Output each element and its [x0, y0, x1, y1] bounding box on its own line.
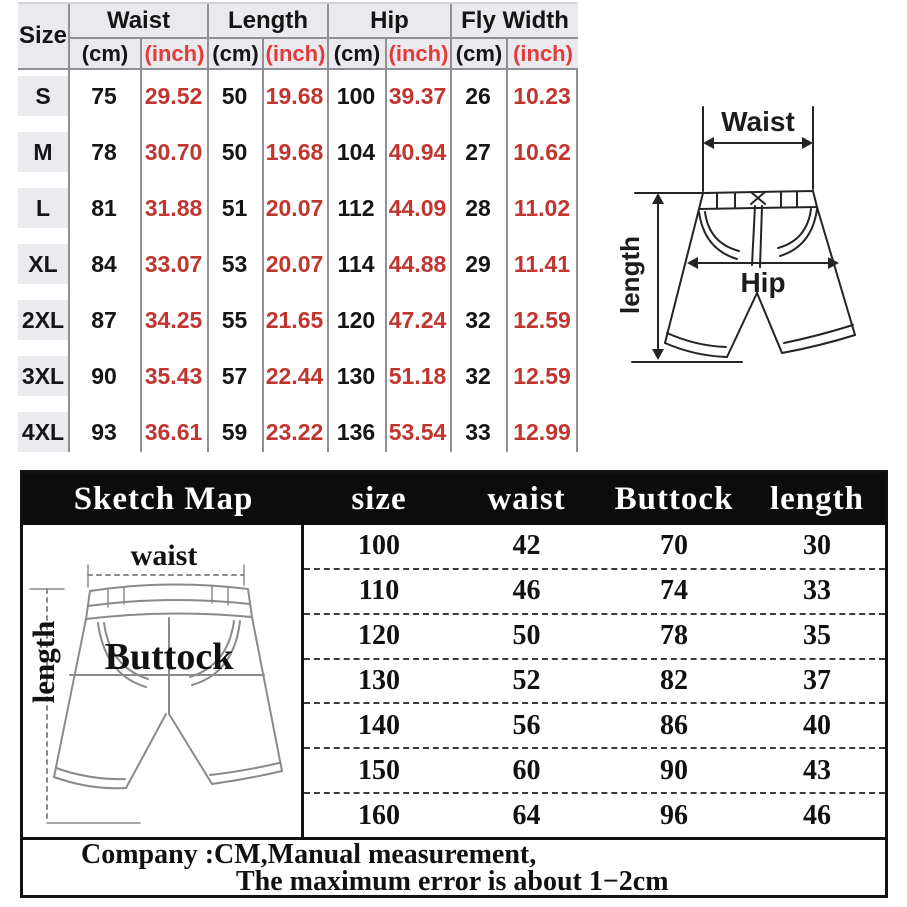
waist-cm-value: 90 — [91, 362, 117, 389]
buttock-value: 70 — [660, 530, 688, 562]
length-cm-unit: (cm) — [207, 39, 262, 70]
dimension-arrowheads — [652, 137, 839, 360]
hip-inch-value: 39.37 — [388, 82, 447, 109]
fly-cm-value: 29 — [465, 250, 491, 277]
hip-inch-value: 40.94 — [388, 138, 447, 165]
sketch-map-header-bar — [23, 473, 885, 525]
waist-value: 46 — [512, 575, 541, 607]
size-value: 150 — [358, 754, 400, 786]
length-cm-value: 53 — [221, 250, 248, 277]
waist-inch-value: 35.43 — [144, 362, 203, 389]
buttock-value: 86 — [660, 709, 688, 741]
waist-group-header: Waist — [68, 4, 207, 39]
length-inch-value: 20.07 — [265, 250, 324, 277]
length-cm-value: 51 — [221, 194, 248, 221]
length-value: 35 — [803, 620, 831, 652]
size-label: L — [18, 188, 68, 228]
fly-inch-value: 12.59 — [513, 362, 571, 389]
waist-value: 64 — [512, 799, 541, 831]
length-cm-value: 50 — [221, 82, 248, 109]
waist-inch-value: 29.52 — [144, 82, 203, 109]
length-cm-value: 59 — [221, 418, 248, 445]
waist-dimension-label: waist — [130, 539, 198, 572]
size-label: 3XL — [18, 356, 68, 396]
table-row — [304, 570, 885, 615]
hip-cm-value: 136 — [336, 418, 376, 445]
size-label: S — [18, 76, 68, 116]
buttock-value: 82 — [660, 665, 688, 696]
waist-inch-value: 36.61 — [144, 418, 203, 445]
table-row — [304, 749, 885, 794]
hip-dimension-label: Hip — [740, 267, 786, 298]
length-inch-value: 19.68 — [265, 82, 324, 109]
table-row — [304, 704, 885, 749]
size-value: 160 — [358, 799, 400, 831]
length-value: 37 — [803, 665, 831, 696]
waist-inch-value: 30.70 — [144, 138, 203, 165]
table-row — [304, 794, 885, 837]
hip-group-header: Hip — [327, 4, 450, 39]
buttock-value: 74 — [660, 575, 688, 607]
waist-cm-value: 81 — [91, 194, 117, 221]
length-inch-value: 22.44 — [265, 362, 324, 389]
hip-inch-value: 51.18 — [388, 362, 447, 389]
fly-cm-value: 28 — [465, 194, 491, 221]
size-value: 100 — [358, 530, 400, 562]
waist-inch-unit: (inch) — [140, 39, 207, 70]
hip-cm-value: 100 — [336, 82, 376, 109]
table-row — [304, 525, 885, 570]
size-label: M — [18, 132, 68, 172]
table-row — [304, 615, 885, 660]
fly-inch-value: 12.59 — [513, 306, 571, 333]
waist-cm-value: 84 — [91, 250, 117, 277]
hip-cm-value: 130 — [336, 362, 376, 389]
waist-dimension-label: Waist — [721, 106, 795, 137]
hip-cm-value: 104 — [336, 138, 376, 165]
hip-inch-value: 44.88 — [388, 250, 447, 277]
hip-inch-unit: (inch) — [385, 39, 450, 70]
buttock-value: 90 — [660, 754, 688, 786]
size-label: 2XL — [18, 300, 68, 340]
kids-size-table — [304, 525, 885, 837]
waist-value: 60 — [512, 754, 541, 786]
buttock-dimension-label: Buttock — [104, 636, 234, 678]
waist-value: 50 — [512, 620, 541, 652]
col-header-length: length — [769, 480, 864, 517]
size-value: 140 — [358, 709, 400, 741]
hip-cm-value: 114 — [337, 250, 375, 277]
fly-inch-value: 10.23 — [513, 82, 571, 109]
hip-inch-value: 53.54 — [388, 418, 447, 445]
hip-inch-value: 44.09 — [388, 194, 447, 221]
buttock-value: 78 — [660, 620, 688, 652]
length-inch-value: 21.65 — [265, 306, 324, 333]
waist-cm-value: 78 — [91, 138, 117, 165]
fly-cm-value: 27 — [465, 138, 491, 165]
length-dimension-label: length — [615, 236, 645, 314]
fly-inch-value: 12.99 — [513, 418, 571, 445]
fly-inch-value: 11.41 — [513, 250, 571, 277]
fly-inch-unit: (inch) — [506, 39, 578, 70]
fly-inch-value: 11.02 — [513, 194, 571, 221]
waist-inch-value: 34.25 — [144, 306, 203, 333]
fly-inch-value: 10.62 — [513, 138, 571, 165]
fly-cm-value: 32 — [465, 362, 491, 389]
flywidth-group-header: Fly Width — [450, 4, 578, 39]
col-header-buttock: Buttock — [614, 480, 734, 517]
sketch-map-title: Sketch Map — [73, 480, 254, 517]
hip-cm-value: 112 — [337, 194, 375, 221]
waist-cm-unit: (cm) — [68, 39, 140, 70]
buttock-value: 96 — [660, 799, 688, 831]
length-cm-value: 55 — [221, 306, 248, 333]
size-value: 120 — [358, 620, 400, 652]
size-chart-table-body — [18, 70, 578, 452]
fly-cm-unit: (cm) — [450, 39, 506, 70]
waist-cm-value: 93 — [91, 418, 117, 445]
length-dimension-label: length — [26, 620, 61, 704]
length-value: 46 — [803, 799, 831, 831]
col-header-size: size — [351, 480, 407, 517]
hip-inch-value: 47.24 — [388, 306, 447, 333]
length-inch-value: 19.68 — [265, 138, 324, 165]
length-group-header: Length — [207, 4, 327, 39]
waist-cm-value: 87 — [91, 306, 117, 333]
size-label: 4XL — [18, 412, 68, 452]
note-line-2: The maximum error is about 1−2cm — [236, 866, 669, 897]
shorts-measurement-sketch-top — [577, 85, 907, 405]
length-cm-value: 50 — [221, 138, 248, 165]
fly-cm-value: 32 — [465, 306, 491, 333]
waist-value: 52 — [512, 665, 541, 696]
size-value: 110 — [358, 575, 400, 607]
length-inch-value: 20.07 — [265, 194, 324, 221]
col-header-waist: waist — [487, 480, 566, 517]
waist-value: 56 — [512, 709, 541, 741]
fly-cm-value: 33 — [465, 418, 491, 445]
length-value: 30 — [803, 530, 831, 562]
size-chart-table-header — [18, 2, 578, 70]
fly-cm-value: 26 — [465, 82, 491, 109]
hip-cm-value: 120 — [336, 306, 376, 333]
length-value: 43 — [803, 754, 831, 786]
note-line-1: Company :CM,Manual measurement, — [81, 839, 537, 870]
size-value: 130 — [358, 665, 400, 696]
waist-cm-value: 75 — [91, 82, 117, 109]
size-column-header: Size — [18, 4, 68, 70]
length-inch-unit: (inch) — [262, 39, 327, 70]
waist-inch-value: 31.88 — [144, 194, 203, 221]
waist-value: 42 — [512, 530, 541, 562]
waist-inch-value: 33.07 — [144, 250, 203, 277]
hip-cm-unit: (cm) — [327, 39, 385, 70]
length-inch-value: 23.22 — [265, 418, 324, 445]
shorts-measurement-sketch-bottom — [24, 527, 298, 838]
size-chart-table — [18, 2, 578, 452]
length-value: 40 — [803, 709, 831, 741]
size-label: XL — [18, 244, 68, 284]
table-row — [304, 660, 885, 705]
measurement-note — [23, 837, 885, 897]
length-cm-value: 57 — [221, 362, 248, 389]
length-value: 33 — [803, 575, 831, 607]
